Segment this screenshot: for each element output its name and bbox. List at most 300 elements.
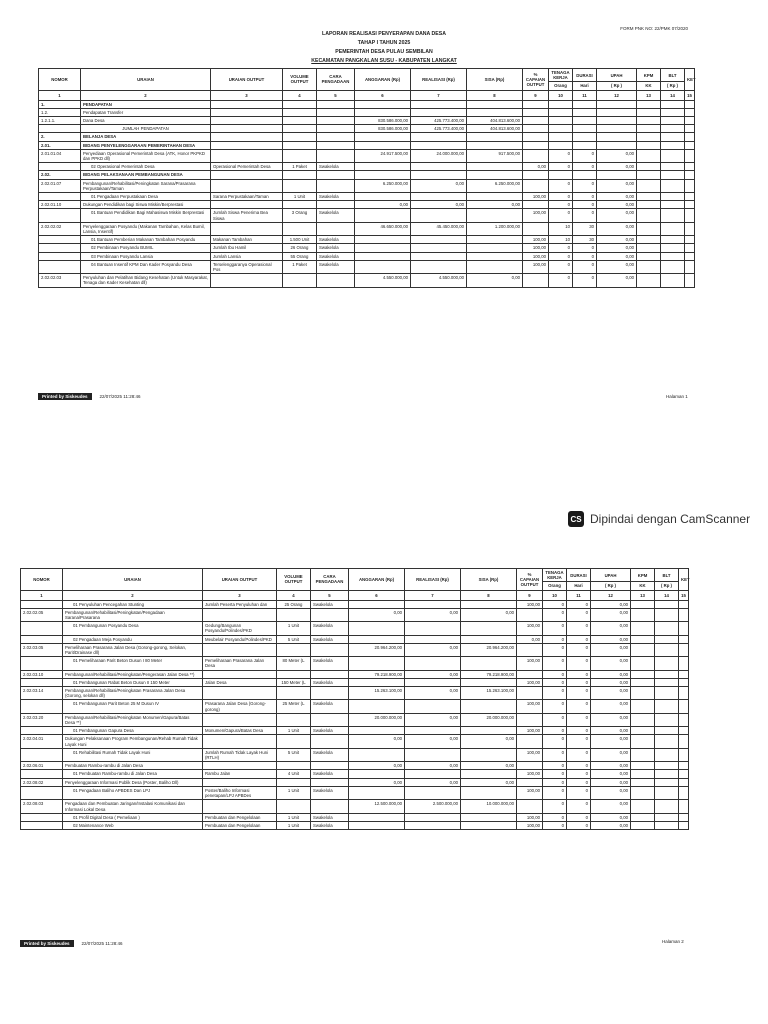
cell-vol: 4 Unit	[277, 770, 311, 778]
table-row	[21, 727, 689, 735]
cell-no: 2.02.01.07	[39, 179, 81, 192]
cell-blt	[655, 635, 679, 643]
sub-orang: Orang	[549, 82, 573, 90]
cell-hari: 0	[567, 670, 591, 678]
cell-upah: 0,00	[597, 222, 637, 235]
column-index: 6	[349, 590, 405, 600]
cell-ang	[349, 727, 405, 735]
cell-sisa: 917.500,00	[467, 149, 523, 162]
cell-kpm	[631, 727, 655, 735]
cell-org: 0	[549, 149, 573, 162]
column-index: 5	[317, 90, 355, 100]
cell-uraian: 01 Pengadaan Perpustakaan Desa	[81, 193, 211, 201]
column-index: 3	[211, 90, 283, 100]
cell-cap: 100,00	[523, 236, 549, 244]
col-cara: CARA PENGADAAN	[317, 69, 355, 91]
page-number: Halaman 2	[662, 939, 684, 944]
cell-cap: 100,00	[523, 260, 549, 273]
cell-output: Terselenggaranya Operasional Pos	[211, 260, 283, 273]
cell-cap	[517, 608, 543, 621]
column-index: 3	[203, 590, 277, 600]
cell-kpm	[631, 700, 655, 713]
cell-sisa	[461, 786, 517, 799]
cell-org: 0	[543, 762, 567, 770]
cell-no	[21, 748, 63, 761]
cell-cap: 0,00	[523, 163, 549, 171]
cell-upah: 0,00	[591, 813, 631, 821]
cell-cap: 100,00	[523, 252, 549, 260]
cell-vol: 5 Unit	[277, 748, 311, 761]
cell-hari: 0	[567, 762, 591, 770]
cell-no: 2.02.02.03	[39, 274, 81, 287]
cell-ket	[679, 600, 689, 608]
cell-output: Jumlah Ibu Hamil	[211, 244, 283, 252]
cell-cara: Swakelola	[311, 770, 349, 778]
cell-vol: 150 Meter (L	[277, 678, 311, 686]
cell-real: 4.550.000,00	[411, 274, 467, 287]
cell-kpm	[631, 608, 655, 621]
cell-output: Rambu Jalan	[203, 770, 277, 778]
cell-no	[21, 700, 63, 713]
table-row	[21, 687, 689, 700]
cell-output	[203, 713, 277, 726]
cell-org: 0	[549, 179, 573, 192]
cell-ket	[679, 727, 689, 735]
column-index: 10	[549, 90, 573, 100]
cell-uraian: 01 Pembangunan Rabat Beton Dusun II 150 Meter	[63, 678, 203, 686]
cell-no	[21, 622, 63, 635]
cell-hari: 0	[567, 600, 591, 608]
cell-no: 2.02.03.20	[21, 713, 63, 726]
cell-upah: 0,00	[591, 762, 631, 770]
cell-org: 0	[549, 274, 573, 287]
cell-upah: 0,00	[591, 786, 631, 799]
cell-hari: 0	[567, 657, 591, 670]
cell-cap	[517, 800, 543, 813]
cell-kpm	[631, 748, 655, 761]
sub-hari: Hari	[573, 82, 597, 90]
cell-output: Jumlah Rumah Tidak Layak Huni (RTLH)	[203, 748, 277, 761]
cell-hari: 0	[573, 252, 597, 260]
cell-uraian: 02 Pembinaan Posyandu BUMIL	[81, 244, 211, 252]
cell-no: 2.02.08.02	[21, 778, 63, 786]
cell-ang	[349, 748, 405, 761]
cell-org: 0	[543, 778, 567, 786]
cell-no	[21, 821, 63, 829]
cell-ket	[679, 786, 689, 799]
printed-by: Printed by Siskeudes	[20, 940, 74, 947]
cell-cara: Swakelola	[317, 236, 355, 244]
cell-uraian: Dukungan Pendidikan bagi Siswa Miskin/Berprestasi	[81, 201, 211, 209]
cell-org: 0	[543, 687, 567, 700]
cell-uraian: Penyelenggaraan Posyandu (Makanan Tambahan, Kelas Bumil, Lansia, Insentif)	[81, 222, 211, 235]
cell-output: Jumlah Siswa Penerima Bea Siswa	[211, 209, 283, 222]
cell-ang	[349, 657, 405, 670]
cell-cara: Swakelola	[311, 700, 349, 713]
cell-upah: 0,00	[597, 149, 637, 162]
cell-cara: Swakelola	[311, 748, 349, 761]
cell-upah: 0,00	[591, 678, 631, 686]
cell-no	[21, 770, 63, 778]
cell-cap: 100,00	[517, 727, 543, 735]
cell-ket	[679, 687, 689, 700]
cell-uraian: 01 Bantuan Pemberian Makanan Tambahan Posyandu	[81, 236, 211, 244]
cell-hari: 0	[567, 778, 591, 786]
cell-output: Sarana Perpustakaan/Taman	[211, 193, 283, 201]
col-kpm: KPM	[631, 569, 655, 582]
cell-org: 0	[543, 727, 567, 735]
cell-cap	[517, 778, 543, 786]
cell-blt	[655, 713, 679, 726]
cell-real: 0,00	[405, 713, 461, 726]
cell-vol	[277, 670, 311, 678]
cell-sisa	[461, 635, 517, 643]
cell-cara: Swakelola	[311, 821, 349, 829]
cell-kpm	[631, 762, 655, 770]
cell-hari: 0	[567, 678, 591, 686]
cell-uraian: Pembuatan Rambu-rambu di Jalan Desa	[63, 762, 203, 770]
cell-ang: 4.550.000,00	[355, 274, 411, 287]
col-volume: VOLUME OUTPUT	[277, 569, 311, 591]
cell-blt	[655, 600, 679, 608]
cell-vol: 1 Unit	[277, 821, 311, 829]
cell-kpm	[631, 713, 655, 726]
cell-cap: 100,00	[517, 748, 543, 761]
cell-vol: 26 Orang	[283, 244, 317, 252]
cell-cara: Swakelola	[311, 727, 349, 735]
cell-vol: 1 Unit	[283, 193, 317, 201]
cell-cap: 100,00	[517, 622, 543, 635]
cell-real: 425.773.400,00	[411, 125, 467, 133]
cell-upah: 0,00	[591, 778, 631, 786]
cell-output: Gedung/Bangunan Posyandu/Polindes/PKD	[203, 622, 277, 635]
col-anggaran: ANGGARAN (Rp)	[349, 569, 405, 591]
col-anggaran: ANGGARAN (Rp)	[355, 69, 411, 91]
cell-uraian: JUMLAH PENDAPATAN	[81, 125, 211, 133]
cell-output	[203, 608, 277, 621]
cell-no: 2.02.02.05	[21, 608, 63, 621]
col-sisa: SISA (Rp)	[467, 69, 523, 91]
cell-sisa: 10.000.000,00	[461, 800, 517, 813]
cell-cap: 100,00	[517, 657, 543, 670]
cell-no: 1.	[39, 100, 81, 108]
cell-uraian: 01 Bantuan Pendidikan Bagi Mahasiswa Miskin Berprestasi	[81, 209, 211, 222]
cell-ang: 12.500.000,00	[349, 800, 405, 813]
table-row	[21, 735, 689, 748]
cell-no: 2.02.04.01	[21, 735, 63, 748]
cell-uraian: 01 Pembangunan Gapura Desa	[63, 727, 203, 735]
cell-sisa: 404.813.600,00	[467, 125, 523, 133]
cell-sisa	[461, 821, 517, 829]
cell-no	[21, 657, 63, 670]
cell-org: 10	[549, 222, 573, 235]
cell-uraian: 03 Pembinaan Posyandu Lansia	[81, 252, 211, 260]
cell-uraian: Penyuluhan dan Pelatihan Bidang Kesehatan (Untuk Masyarakat, Tenaga dan Kader Kesehatan dll)	[81, 274, 211, 287]
cell-org: 0	[543, 821, 567, 829]
cell-ang	[349, 770, 405, 778]
camscanner-logo-icon: CS	[568, 511, 584, 527]
col-ket: KET	[679, 569, 689, 591]
column-index: 9	[523, 90, 549, 100]
cell-uraian: Pembangunan/Rehabilitasi/Peningkatan Monumen/Gapura/Batas Desa **)	[63, 713, 203, 726]
cell-vol: 1 Unit	[277, 622, 311, 635]
cell-vol	[277, 800, 311, 813]
cell-ket	[679, 821, 689, 829]
cell-vol: 1 Unit	[277, 727, 311, 735]
cell-blt	[655, 813, 679, 821]
col-blt: BLT	[655, 569, 679, 582]
cell-cap	[517, 762, 543, 770]
printed-at: 22/07/2025 11:28:46	[81, 941, 123, 946]
column-index: 13	[631, 590, 655, 600]
cell-uraian: BIDANG PENYELENGGARAAN PEMERINTAHAN DESA	[81, 141, 211, 149]
cell-sisa	[461, 727, 517, 735]
cell-ket	[679, 670, 689, 678]
cell-real	[405, 657, 461, 670]
table-row	[21, 622, 689, 635]
cell-org: 0	[549, 193, 573, 201]
cell-vol: 5 Unit	[277, 635, 311, 643]
cell-blt	[655, 727, 679, 735]
cell-upah: 0,00	[597, 274, 637, 287]
cell-org: 0	[543, 635, 567, 643]
col-tenaga: TENAGA KERJA	[543, 569, 567, 582]
cell-ang	[349, 678, 405, 686]
cell-output: Pembuatan dan Pengelolaan	[203, 821, 277, 829]
cell-upah: 0,00	[591, 770, 631, 778]
cell-ket	[679, 735, 689, 748]
cell-ket	[679, 778, 689, 786]
cell-hari: 0	[573, 163, 597, 171]
cell-sisa: 15.263.100,00	[461, 687, 517, 700]
cell-uraian: Dukungan Pelaksanaan Program Pembangunan/Rehab Rumah Tidak Layak Huni	[63, 735, 203, 748]
cell-cara	[311, 778, 349, 786]
cell-org: 0	[549, 209, 573, 222]
cell-cara	[311, 713, 349, 726]
cell-real	[405, 748, 461, 761]
cell-upah: 0,00	[597, 244, 637, 252]
cell-sisa	[461, 622, 517, 635]
cell-kpm	[631, 678, 655, 686]
cell-output	[203, 800, 277, 813]
cell-real	[405, 727, 461, 735]
cell-org: 0	[543, 713, 567, 726]
cell-ang: 0,00	[349, 762, 405, 770]
cell-blt	[655, 821, 679, 829]
column-index: 9	[517, 590, 543, 600]
cell-real: 0,00	[405, 670, 461, 678]
cell-upah: 0,00	[591, 727, 631, 735]
sub-upah-rp: ( Rp )	[591, 582, 631, 590]
cell-hari: 0	[567, 786, 591, 799]
cell-uraian: Pembangunan/Rehabilitasi/Peningkatan Prasarana Jalan Desa (Gorong, selokan dll)	[63, 687, 203, 700]
table-row	[21, 713, 689, 726]
cell-hari: 0	[567, 643, 591, 656]
cell-blt	[655, 657, 679, 670]
cell-uraian: 01 Rehabilitasi Rumah Tidak Layak Huni	[63, 748, 203, 761]
cell-output	[203, 670, 277, 678]
column-index: 7	[411, 90, 467, 100]
cell-real: 0,00	[411, 179, 467, 192]
cell-cap: 100,00	[523, 209, 549, 222]
cell-uraian: 02 Pengadaan Meja Posyandu	[63, 635, 203, 643]
cell-vol	[277, 608, 311, 621]
cell-uraian: 01 Pembangunan Parit Beton 25 M Dusun IV	[63, 700, 203, 713]
col-volume: VOLUME OUTPUT	[283, 69, 317, 91]
cell-upah: 0,00	[591, 635, 631, 643]
cell-vol: 1.500 Unit	[283, 236, 317, 244]
cell-ang: 20.964.200,00	[349, 643, 405, 656]
cell-real	[405, 770, 461, 778]
cell-output	[203, 687, 277, 700]
sub-upah-rp: ( Rp )	[597, 82, 637, 90]
cell-kpm	[631, 657, 655, 670]
cell-hari: 0	[573, 274, 597, 287]
cell-real	[405, 700, 461, 713]
cell-blt	[655, 786, 679, 799]
cell-real	[405, 821, 461, 829]
report-district: KECAMATAN PANGKALAN SUSU - KABUPATEN LANGKAT	[311, 58, 457, 64]
cell-cap: 100,00	[517, 821, 543, 829]
cell-output	[203, 762, 277, 770]
cell-no: 2.02.06.01	[21, 762, 63, 770]
cell-real: 0,00	[405, 778, 461, 786]
cell-uraian: Pemeliharaan Prasarana Jalan Desa (Gorong-gorong, Selokan, Parit/Drainase dll)	[63, 643, 203, 656]
col-capaian: % CAPAIAN OUTPUT	[523, 69, 549, 91]
table-header	[21, 569, 689, 601]
cell-ang	[349, 600, 405, 608]
cell-sisa: 79.218.900,00	[461, 670, 517, 678]
cell-sisa	[461, 748, 517, 761]
col-uraian-output: URAIAN OUTPUT	[211, 69, 283, 91]
cell-ket	[679, 748, 689, 761]
cell-cara: Swakelola	[311, 600, 349, 608]
cell-no: 2.02.08.03	[21, 800, 63, 813]
column-index: 4	[283, 90, 317, 100]
cell-sisa: 6.250.000,00	[467, 179, 523, 192]
cell-blt	[655, 622, 679, 635]
cell-ket	[679, 608, 689, 621]
cell-vol	[277, 778, 311, 786]
cell-output: Prasarana Jalan Desa (Gorong-gorong)	[203, 700, 277, 713]
cell-sisa	[461, 600, 517, 608]
cell-real	[405, 600, 461, 608]
cell-uraian: PENDAPATAN	[81, 100, 211, 108]
cell-ket	[679, 678, 689, 686]
column-index: 14	[661, 90, 685, 100]
cell-cap: 100,00	[517, 600, 543, 608]
cell-vol: 25 Orang	[277, 600, 311, 608]
cell-no: 2.	[39, 133, 81, 141]
cell-real: 45.450.000,00	[411, 222, 467, 235]
cell-blt	[655, 670, 679, 678]
cell-ang: 6.250.000,00	[355, 179, 411, 192]
cell-blt	[655, 643, 679, 656]
cell-cara: Swakelola	[311, 657, 349, 670]
cell-sisa: 0,00	[461, 762, 517, 770]
cell-ang: 0,00	[349, 735, 405, 748]
cell-blt	[655, 778, 679, 786]
cell-vol	[277, 713, 311, 726]
table-row	[21, 600, 689, 608]
cell-blt	[655, 608, 679, 621]
cell-ang	[349, 622, 405, 635]
cell-real: 0,00	[405, 608, 461, 621]
cell-upah: 0,00	[591, 687, 631, 700]
cell-hari: 0	[567, 800, 591, 813]
cell-hari: 0	[567, 713, 591, 726]
column-index: 1	[39, 90, 81, 100]
cell-real: 0,00	[405, 687, 461, 700]
cell-uraian: 01 Pembuatan Rambu-rambu di Jalan Desa	[63, 770, 203, 778]
column-index: 6	[355, 90, 411, 100]
col-nomor: NOMOR	[21, 569, 63, 591]
table-row	[21, 813, 689, 821]
cell-cap: 100,00	[517, 786, 543, 799]
cell-ket	[679, 813, 689, 821]
cell-uraian: Pembangunan/Rehabilitasi/Peningkatan/Pengadaan Sarana/Prasarana	[63, 608, 203, 621]
cell-no: 2.02.02.02	[39, 222, 81, 235]
column-index: 2	[81, 90, 211, 100]
cell-output: Poster/Baliho Informasi penetapan/LPJ APBDes	[203, 786, 277, 799]
report-stage: TAHAP I TAHUN 2025	[357, 40, 411, 46]
cell-ang: 79.218.900,00	[349, 670, 405, 678]
printed-at: 22/07/2025 11:28:46	[99, 394, 141, 399]
table-row	[21, 800, 689, 813]
cell-kpm	[631, 643, 655, 656]
table-row	[21, 770, 689, 778]
report-title: LAPORAN REALISASI PENYERAPAN DANA DESA	[322, 31, 446, 37]
cell-upah: 0,00	[597, 163, 637, 171]
cell-sisa	[461, 813, 517, 821]
cell-uraian: 01 Pengadaan Baliho APBDES Dan LPJ	[63, 786, 203, 799]
col-kpm: KPM	[637, 69, 661, 82]
printed-by: Printed by Siskeudes	[38, 393, 92, 400]
cell-org: 0	[543, 813, 567, 821]
cell-cara	[311, 735, 349, 748]
cell-no	[21, 600, 63, 608]
column-index: 11	[573, 90, 597, 100]
cell-kpm	[631, 687, 655, 700]
table-body	[21, 600, 689, 830]
cell-sisa: 404.813.600,00	[467, 117, 523, 125]
col-tenaga: TENAGA KERJA	[549, 69, 573, 82]
cell-vol: 1 Unit	[277, 813, 311, 821]
col-uraian: URAIAN	[81, 69, 211, 91]
cell-kpm	[631, 635, 655, 643]
cell-output: Monumen/Gapura/Batas Desa	[203, 727, 277, 735]
cell-hari: 0	[573, 260, 597, 273]
col-ket: KET	[685, 69, 695, 91]
cell-org: 10	[549, 236, 573, 244]
cell-hari: 0	[567, 635, 591, 643]
cell-uraian: 01 Pemeliharaan Parit Beton Dusun I 80 Meter	[63, 657, 203, 670]
table-row	[21, 643, 689, 656]
column-index: 15	[679, 590, 689, 600]
cell-cara: Swakelola	[317, 260, 355, 273]
column-index: 8	[461, 590, 517, 600]
cell-real	[405, 678, 461, 686]
cell-upah: 0,00	[597, 193, 637, 201]
cell-ang: 15.263.100,00	[349, 687, 405, 700]
col-durasi: DURASI	[567, 569, 591, 582]
cell-real: 0,00	[405, 735, 461, 748]
cell-ang: 830.586.000,00	[355, 117, 411, 125]
cell-blt	[655, 678, 679, 686]
column-index: 4	[277, 590, 311, 600]
cell-ang: 24.917.500,00	[355, 149, 411, 162]
cell-upah: 0,00	[591, 670, 631, 678]
